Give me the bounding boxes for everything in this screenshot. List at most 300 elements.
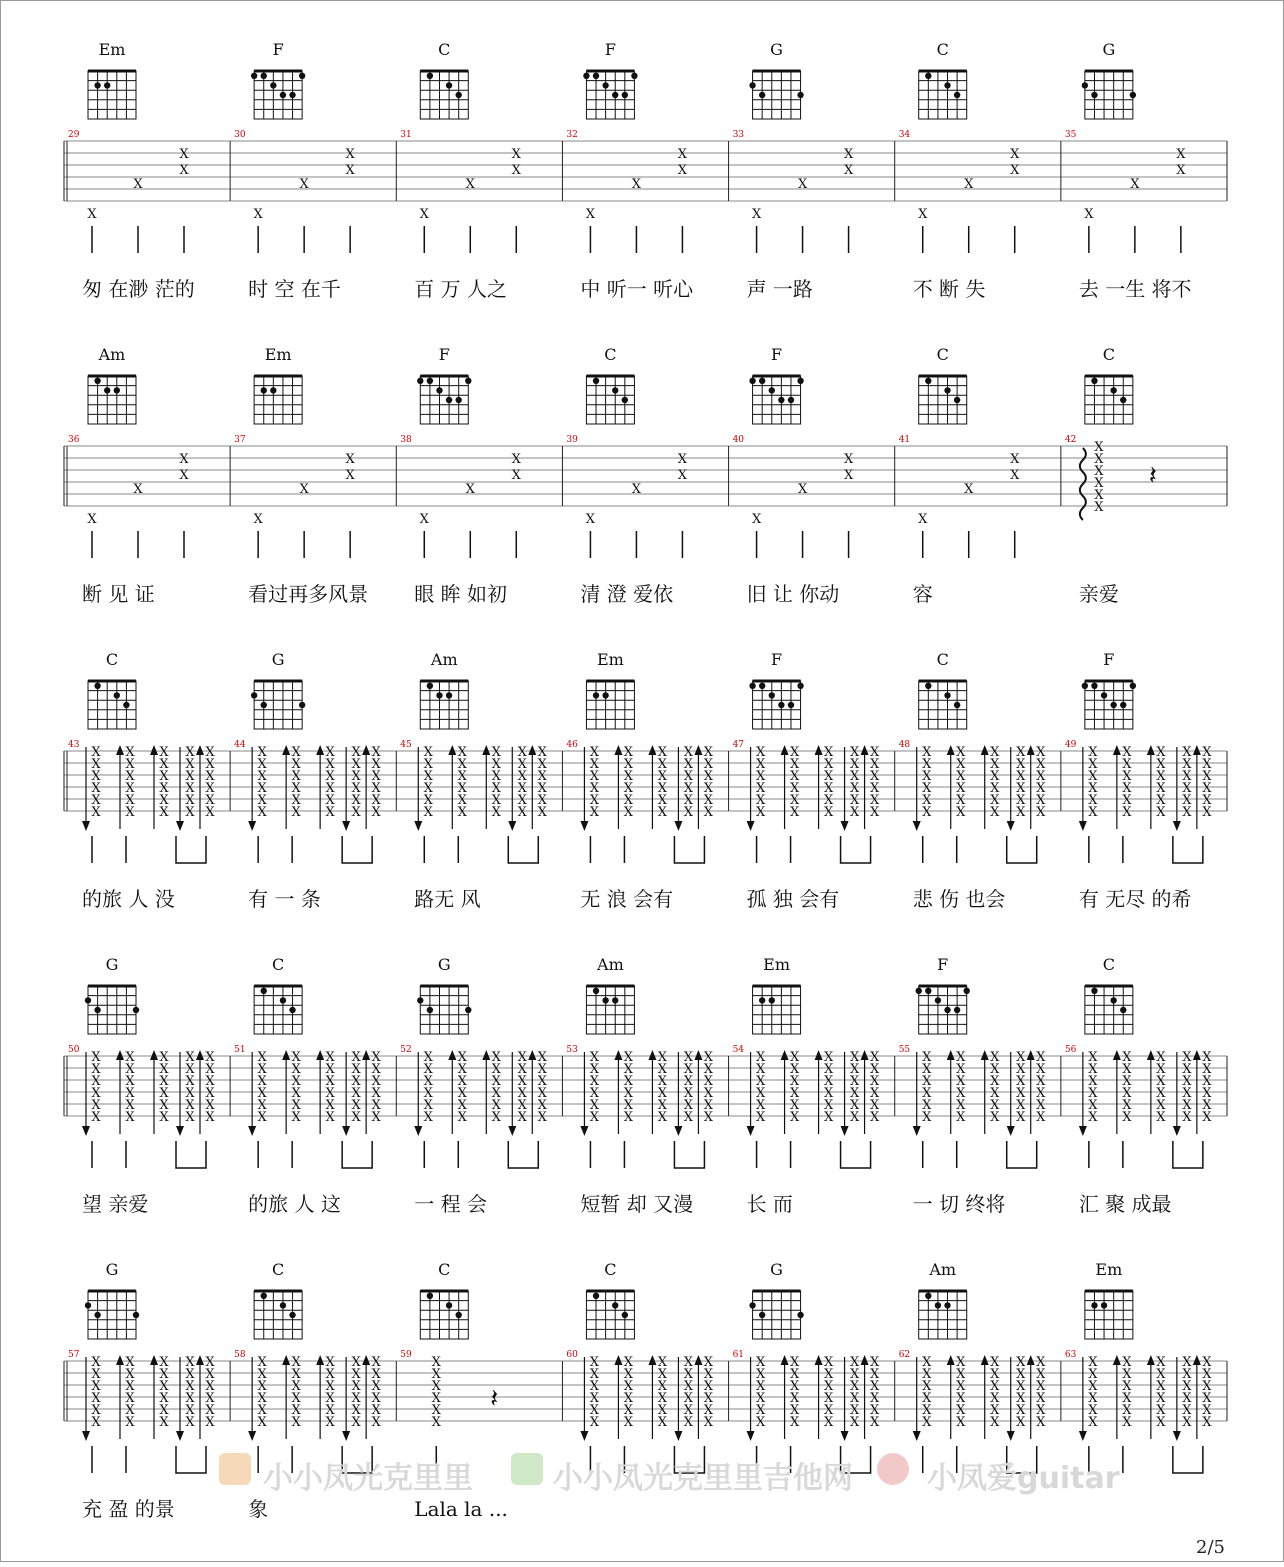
chord-name: G (105, 1260, 119, 1279)
chord-dot (759, 997, 765, 1003)
chord-dot (593, 73, 599, 79)
tab-note: X (623, 1403, 634, 1418)
tab-note: X (1036, 1391, 1046, 1406)
tab-note: X (1202, 1098, 1212, 1113)
tab-note: X (1156, 769, 1166, 784)
tab-note: X (956, 793, 966, 808)
tab-note: X (1088, 1050, 1098, 1065)
tab-note: X (1182, 1391, 1192, 1406)
tab-note: X (990, 1110, 1000, 1125)
chord-dot (749, 378, 755, 384)
tab-note: X (677, 147, 688, 162)
chord-grid (1085, 1291, 1133, 1339)
tab-note: X (755, 1415, 766, 1430)
rhythm-beam (176, 1446, 206, 1473)
tab-note: X (325, 1379, 335, 1394)
chord-diagram (749, 681, 803, 729)
tab-note: X (457, 1062, 467, 1077)
tab-note: X (185, 1391, 195, 1406)
tab-note: X (1182, 757, 1192, 772)
tab-note: X (325, 1062, 335, 1077)
measure-number: 29 (68, 130, 80, 140)
tab-note: X (1122, 781, 1132, 796)
tab-note: X (823, 769, 834, 784)
tab-note: X (257, 1074, 267, 1089)
arrow-head-up (482, 745, 490, 755)
tab-note: X (1122, 1367, 1132, 1382)
tab-note: X (133, 177, 143, 192)
tab-note: X (1016, 1074, 1026, 1089)
arrow-head-up (448, 1050, 456, 1060)
chord-name: Em (763, 955, 791, 974)
tab-note: X (1182, 793, 1192, 808)
tab-note: X (511, 163, 521, 178)
lyric-text: 的旅 人 没 (82, 887, 175, 911)
tab-note: X (869, 793, 880, 808)
tab-note: X (703, 1355, 714, 1370)
tab-note: X (589, 1355, 600, 1370)
tab-note: X (1202, 793, 1212, 808)
arrow-head-down (82, 1431, 90, 1441)
tab-note: X (1122, 1403, 1132, 1418)
tab-note: X (849, 1086, 860, 1101)
tab-note: X (797, 177, 808, 192)
arrow-head-up (196, 745, 204, 755)
tab-note: X (351, 793, 361, 808)
tab-note: X (683, 781, 694, 796)
chord-diagram (1085, 376, 1133, 424)
chord-name: Em (98, 40, 126, 59)
tab-note: X (457, 1110, 467, 1125)
arrow-head-up (781, 745, 789, 755)
tab-note: X (1122, 1379, 1132, 1394)
arrow-head-up (861, 1355, 869, 1365)
arrow-head-down (1173, 821, 1181, 831)
chord-dot (1120, 397, 1126, 403)
tab-note: X (1010, 163, 1020, 178)
tab-note: X (351, 1098, 361, 1113)
tab-note: X (823, 805, 834, 820)
tab-note: X (623, 1074, 634, 1089)
chord-diagram (1085, 1291, 1133, 1339)
tab-note: X (823, 781, 834, 796)
tab-note: X (823, 1379, 834, 1394)
arrow-head-up (150, 1355, 158, 1365)
tab-note: X (517, 1062, 527, 1077)
tab-note: X (371, 769, 381, 784)
tab-note: X (849, 769, 860, 784)
tab-note: X (755, 1110, 766, 1125)
rhythm-beam (342, 1141, 372, 1168)
tab-note: X (589, 1367, 600, 1382)
tab-note: X (491, 1098, 501, 1113)
measure-number: 36 (68, 435, 80, 445)
arrow-head-down (841, 821, 849, 831)
tab-note: X (823, 1367, 834, 1382)
arrow-head-down (176, 821, 184, 831)
tab-note: X (159, 1074, 169, 1089)
tab-note: X (1016, 769, 1026, 784)
tab-note: X (125, 1050, 135, 1065)
tab-note: X (823, 1098, 834, 1113)
tab-note: X (823, 1403, 834, 1418)
tab-note: X (1156, 805, 1166, 820)
tab-note: X (345, 468, 355, 483)
chord-grid (88, 376, 136, 424)
tab-note: X (91, 1379, 101, 1394)
tab-note: X (922, 769, 932, 784)
tab-note: X (351, 781, 361, 796)
roll-mark (1080, 448, 1086, 520)
measure (1065, 650, 1227, 911)
notes (254, 147, 356, 253)
chord-dot (251, 692, 257, 698)
tab-note: X (589, 1098, 600, 1113)
tab-note: X (91, 805, 101, 820)
measure-number: 58 (234, 1350, 246, 1360)
measure (566, 345, 728, 606)
tab-note: X (185, 1050, 195, 1065)
tab-note: X (431, 1391, 441, 1406)
tab-note: X (491, 1110, 501, 1125)
arrow-head-up (648, 1355, 656, 1365)
tab-note: X (91, 1110, 101, 1125)
measure (733, 40, 895, 301)
tab-note: X (185, 1062, 195, 1077)
tab-note: X (683, 1050, 694, 1065)
tab-note: X (789, 1086, 800, 1101)
tab-system (64, 40, 1227, 301)
tab-note: X (1156, 1355, 1166, 1370)
tab-note: X (1156, 757, 1166, 772)
tab-note: X (1156, 793, 1166, 808)
tab-note: X (1122, 805, 1132, 820)
arrow-head-up (815, 1355, 823, 1365)
tab-note: X (205, 757, 215, 772)
measure-number: 35 (1064, 130, 1077, 140)
tab-note: X (253, 207, 263, 222)
tab-note: X (849, 1050, 860, 1065)
tab-note: X (1122, 1050, 1132, 1065)
page-number: 2/5 (1196, 1537, 1225, 1558)
notes (1084, 147, 1186, 253)
tab-note: X (683, 757, 694, 772)
chord-dot (270, 82, 276, 88)
tab-note: X (657, 1110, 668, 1125)
tab-note: X (789, 781, 800, 796)
lyric-text: 清 澄 爱依 (580, 582, 674, 606)
tab-note: X (491, 1062, 501, 1077)
tab-note: X (956, 1391, 966, 1406)
chord-dot (778, 397, 784, 403)
tab-note: X (849, 1110, 860, 1125)
tab-note: X (125, 1415, 135, 1430)
chord-dot (465, 378, 471, 384)
tab-note: X (1016, 745, 1026, 760)
tab-note: X (703, 1403, 714, 1418)
chord-dot (593, 1293, 599, 1299)
tab-note: X (351, 1367, 361, 1382)
chord-dot (622, 397, 628, 403)
arrow-head-up (947, 1050, 955, 1060)
arrow-head-down (1079, 1431, 1087, 1441)
tab-note: X (1156, 1062, 1166, 1077)
tab-note: X (657, 1367, 668, 1382)
tab-note: X (325, 1415, 335, 1430)
chord-dot (114, 692, 120, 698)
tab-note: X (751, 207, 762, 222)
chord-diagram (254, 1291, 302, 1339)
tab-note: X (91, 1355, 101, 1370)
lyric-text: 中 听一 听心 (580, 277, 694, 301)
chord-name: C (604, 1260, 617, 1279)
chord-name: C (438, 1260, 451, 1279)
tab-note: X (755, 1379, 766, 1394)
arrow-head-down (342, 1431, 350, 1441)
tab-note: X (511, 147, 521, 162)
tab-note: X (159, 1355, 169, 1370)
chord-dot (261, 702, 267, 708)
tab-note: X (657, 805, 668, 820)
tab-note: X (291, 745, 301, 760)
tab-note: X (125, 1110, 135, 1125)
tab-note: X (623, 1098, 634, 1113)
chord-dot (85, 997, 91, 1003)
watermark-weibo-text: 小凤爱guitar (927, 1461, 1120, 1496)
tab-note: X (703, 1391, 714, 1406)
tab-note: X (1122, 757, 1132, 772)
measure-number: 42 (1064, 435, 1077, 445)
chord-dot (261, 387, 267, 393)
rhythm-beam (176, 1141, 206, 1168)
tab-note: X (91, 781, 101, 796)
rhythm-beam (674, 836, 704, 863)
tab-note: X (1016, 1062, 1026, 1077)
chord-diagram (417, 376, 471, 424)
arrow-head-down (580, 1126, 588, 1136)
arrow-head-up (1113, 1355, 1121, 1365)
chord-dot (1130, 92, 1136, 98)
tab-note: X (257, 1379, 267, 1394)
tab-note: X (537, 1098, 547, 1113)
tab-note: X (91, 1062, 101, 1077)
tab-note: X (703, 1098, 714, 1113)
chord-name: F (1103, 650, 1115, 669)
tab-note: X (922, 745, 932, 760)
tab-note: X (956, 1379, 966, 1394)
tab-note: X (205, 793, 215, 808)
tab-note: X (789, 769, 800, 784)
chord-dot (1082, 683, 1088, 689)
measure (68, 345, 230, 606)
lyric-text: 亲爱 (1078, 582, 1119, 606)
tab-note: X (125, 1403, 135, 1418)
tab-note: X (869, 1379, 880, 1394)
measure-number: 56 (1064, 1045, 1077, 1055)
chord-dot (759, 92, 765, 98)
tab-note: X (517, 757, 527, 772)
arrow-head-up (1113, 1050, 1121, 1060)
measure (234, 650, 396, 911)
tab-note: X (956, 805, 966, 820)
tab-note: X (185, 757, 195, 772)
tab-note: X (755, 1403, 766, 1418)
tab-note: X (755, 781, 766, 796)
tab-note: X (1156, 1074, 1166, 1089)
tab-note: X (623, 757, 634, 772)
tab-note: X (517, 1074, 527, 1089)
tab-note: X (351, 1062, 361, 1077)
chord-name: C (272, 955, 285, 974)
chord-diagram (85, 986, 139, 1034)
chord-dot (749, 1302, 755, 1308)
tab-note: X (125, 757, 135, 772)
tab-note: X (1176, 163, 1186, 178)
tab-note: X (517, 805, 527, 820)
tab-note: X (990, 769, 1000, 784)
tab-note: X (91, 1074, 101, 1089)
tab-note: X (431, 1355, 441, 1370)
tab-note: X (457, 793, 467, 808)
tab-note: X (291, 1415, 301, 1430)
chord-name: Am (430, 650, 458, 669)
tab-note: X (1094, 500, 1104, 515)
lyric-text: 旧 让 你动 (746, 582, 840, 606)
tab-note: X (351, 1415, 361, 1430)
notes (1080, 440, 1157, 520)
tab-note: X (257, 757, 267, 772)
rhythm-beam (841, 836, 871, 863)
tab-note: X (1088, 1403, 1098, 1418)
arrow-head-up (1147, 745, 1155, 755)
tab-note: X (125, 1391, 135, 1406)
tab-note: X (1182, 769, 1192, 784)
tab-note: X (922, 1098, 932, 1113)
tab-note: X (371, 1415, 381, 1430)
tab-note: X (325, 769, 335, 784)
tab-note: X (1036, 781, 1046, 796)
tab-note: X (185, 1086, 195, 1101)
tab-note: X (159, 1367, 169, 1382)
tab-note: X (291, 1074, 301, 1089)
tab-note: X (325, 781, 335, 796)
chord-diagram (749, 376, 803, 424)
tab-note: X (423, 1074, 433, 1089)
tab-note: X (205, 1391, 215, 1406)
arrow-head-up (648, 1050, 656, 1060)
tab-note: X (922, 805, 932, 820)
measure (899, 650, 1061, 911)
chord-dot (1101, 692, 1107, 698)
tab-note: X (457, 1050, 467, 1065)
lyric-text: 断 见 证 (82, 582, 155, 606)
tab-note: X (257, 1403, 267, 1418)
chord-dot (436, 387, 442, 393)
lyric-text: 短暂 却 又漫 (580, 1192, 694, 1216)
tab-note: X (1182, 1050, 1192, 1065)
arrow-head-up (196, 1355, 204, 1365)
tab-note: X (683, 1367, 694, 1382)
tab-note: X (159, 745, 169, 760)
tab-note: X (869, 769, 880, 784)
tab-note: X (623, 1379, 634, 1394)
tab-note: X (1182, 745, 1192, 760)
chord-dot (114, 387, 120, 393)
tab-note: X (351, 1086, 361, 1101)
tab-note: X (431, 1403, 441, 1418)
measure-number: 47 (732, 740, 745, 750)
chord-dot (602, 692, 608, 698)
arrow-head-down (580, 1431, 588, 1441)
tab-note: X (869, 745, 880, 760)
tab-note: X (465, 482, 475, 497)
tab-note: X (159, 769, 169, 784)
tab-note: X (423, 757, 433, 772)
notes (420, 147, 522, 253)
measure (1065, 40, 1227, 301)
arrow-head-down (248, 1431, 256, 1441)
tab-note: X (159, 1086, 169, 1101)
measure-number: 52 (400, 1045, 412, 1055)
tab-note: X (257, 793, 267, 808)
tab-note: X (91, 1367, 101, 1382)
measure (400, 345, 562, 606)
tab-note: X (257, 1355, 267, 1370)
measure (899, 955, 1061, 1216)
tab-note: X (1036, 1050, 1046, 1065)
tab-note: X (869, 781, 880, 796)
tab-note: X (1036, 1074, 1046, 1089)
tab-note: X (703, 769, 714, 784)
tab-note: X (964, 482, 974, 497)
chord-name: C (1102, 345, 1115, 364)
tab-note: X (623, 1367, 634, 1382)
tab-note: X (683, 769, 694, 784)
tab-note: X (1094, 464, 1104, 479)
arrow-head-up (1147, 1050, 1155, 1060)
tab-note: X (990, 745, 1000, 760)
chord-name: G (1102, 40, 1116, 59)
tab-note: X (1088, 1379, 1098, 1394)
tab-note: X (1088, 1367, 1098, 1382)
tab-note: X (843, 163, 854, 178)
tab-note: X (179, 163, 189, 178)
tab-note: X (371, 745, 381, 760)
chord-dot (436, 692, 442, 698)
tab-note: X (789, 1403, 800, 1418)
tab-note: X (257, 1110, 267, 1125)
tab-note: X (371, 1391, 381, 1406)
tab-note: X (657, 757, 668, 772)
tab-note: X (423, 1098, 433, 1113)
tab-system (64, 955, 1227, 1216)
tab-note: X (1122, 769, 1132, 784)
tab-note: X (956, 1086, 966, 1101)
tab-note: X (823, 757, 834, 772)
chord-name: Am (98, 345, 126, 364)
tab-note: X (511, 452, 521, 467)
chord-diagram (420, 71, 468, 119)
tab-note: X (589, 781, 600, 796)
tab-note: X (657, 745, 668, 760)
tab-note: X (371, 1367, 381, 1382)
arrow-head-up (694, 745, 702, 755)
tab-note: X (589, 757, 600, 772)
tab-note: X (956, 1355, 966, 1370)
tab-note: X (990, 1415, 1000, 1430)
tab-note: X (371, 1355, 381, 1370)
tab-note: X (623, 1415, 634, 1430)
